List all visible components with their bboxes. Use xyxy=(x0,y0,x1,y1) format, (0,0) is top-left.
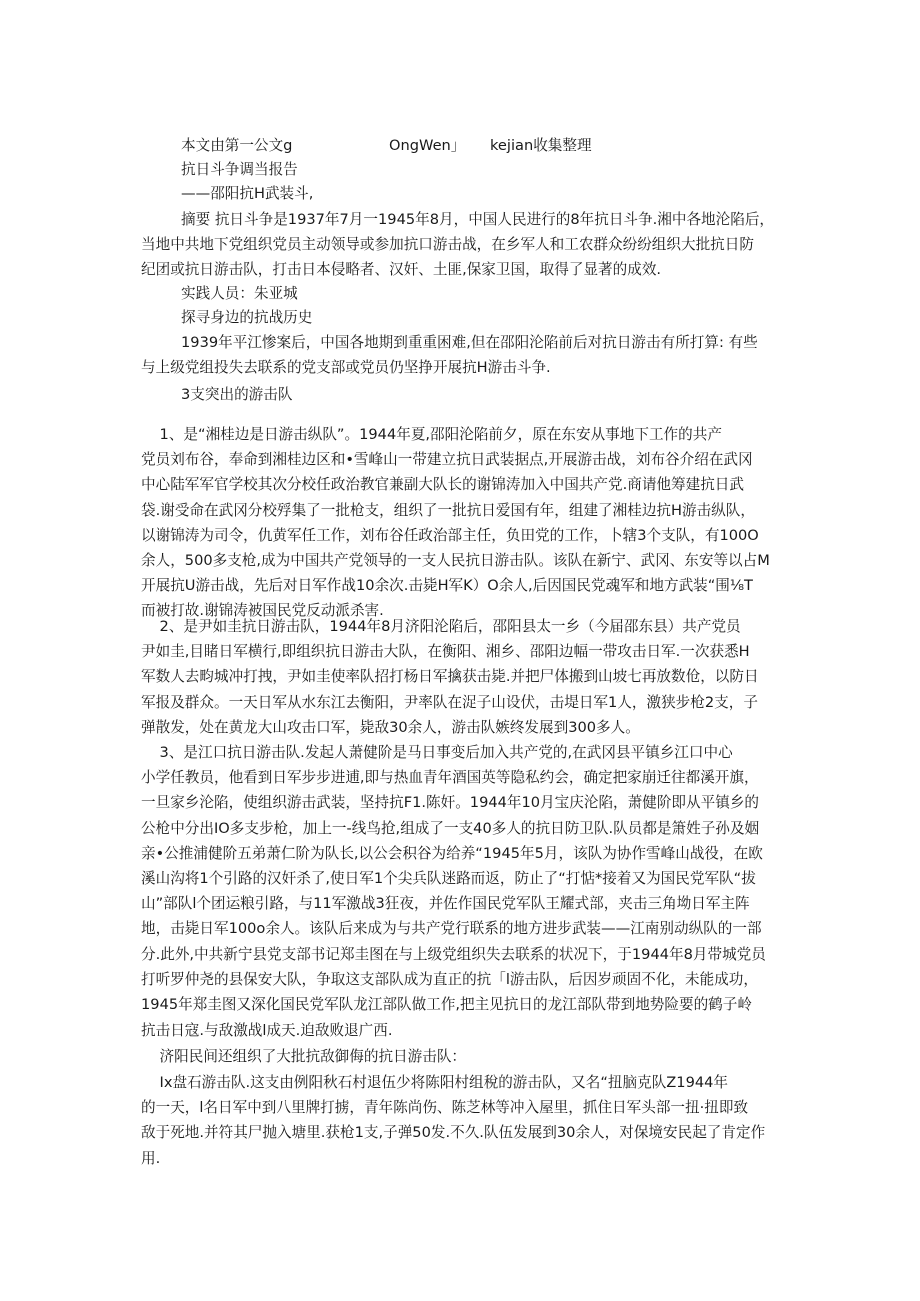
paragraph-line: Ix盘石游击队.这支由例阳秋石村退伍少将陈阳村组稅的游击队，又名“扭脑克队Z1944年 xyxy=(141,1074,729,1091)
paragraph-line: 1、是“湘桂边是日游击纵队”。1944年夏,邵阳沦陷前夕，原在东安从事地下工作的共产 xyxy=(141,426,722,443)
paragraph-line: 分.此外,中共新宁县党支部书记郑圭图在与上级党组织失去联系的状况下，于1944年8月带城党员 xyxy=(141,946,766,963)
paragraph-line: 公枪中分出IO多支步枪，加上一-线鸟抢,组成了一支40多人的抗日防卫队.队员都是箫姓子孙及姻 xyxy=(141,819,760,837)
paragraph-line: 敌于死地.并符其尸抛入塘里.获枪1支,子弹50发.不久.队伍发展到30余人，对保境安民起了肯定作 xyxy=(141,1124,766,1142)
abstract xyxy=(141,207,781,282)
report-title: 抗日斗争调当报告 xyxy=(181,161,298,178)
paragraph-line: 2、是尹如圭抗日游击队，1944年8月济阳沦陷后，邵阳县太一乡（今届邵东县）共产党员 xyxy=(141,618,741,635)
paragraph-line: 余人，500多支枪,成为中国共产党领导的一支人民抗日游击队。该队在新宁、武冈、东安等以占M xyxy=(141,552,770,570)
paragraph-line: 一旦家乡沦陷，使组织游击武装，坚持抗F1.陈奸。1944年10月宝庆沦陷，萧健阶即从平镇乡的 xyxy=(141,794,760,812)
paragraph-line: 1945年郑圭图又深化国民党军队龙江部队做工作,把主见抗日的龙江部队带到地势险要的鹤子岭 xyxy=(141,996,752,1014)
source-note-part-2: OngWen」 xyxy=(389,137,466,154)
paragraph-3 xyxy=(141,740,781,942)
intro xyxy=(141,330,781,380)
section-title: 探寻身边的抗战历史 xyxy=(181,309,313,326)
list-heading: 3支突出的游击队 xyxy=(181,386,293,403)
source-note-part-1: 本文由第一公文g xyxy=(181,137,293,154)
paragraph-line: 3、是江口抗日游击队.发起人萧健阶是马日事变后加入共产党的,在武冈县平镇乡江口中心 xyxy=(141,744,733,761)
paragraph-line: 抗击日寇.与敌激战l成天.迫敌败退广西. xyxy=(141,1021,393,1039)
abstract-line: 当地中共地下党组织党员主动领导或参加抗口游击战，在乡军人和工农群众纷纷组织大批抗日防 xyxy=(141,236,754,253)
practice-person: 实践人员：朱亚城 xyxy=(181,285,298,302)
paragraph-5 xyxy=(141,1044,781,1069)
paragraph-line: 开展抗U游击战，先后对日军作战10余次.击毙H军K）O余人,后因国民党魂军和地方武装“围⅛T xyxy=(141,577,753,595)
paragraph-line: 党员刘布谷，奉命到湘桂边区和•雪峰山一带建立抗日武装据点,开展游击战，刘布谷介绍在武冈 xyxy=(141,451,753,469)
source-note-part-3: kejian收集整理 xyxy=(490,137,592,154)
paragraph-line: 山”部队l个团运粮引路，与11军激战3狂夜，并佐作国民党军队王耀式部，夹击三角坳日军主阵 xyxy=(141,895,750,913)
paragraph-4 xyxy=(141,942,781,1043)
paragraph-6 xyxy=(141,1070,781,1171)
paragraph-line: 军数人去畇城冲打拽，尹如圭使率队招打杨日军擒获击毙.并把尸体搬到山坡七再放数伧，以防日 xyxy=(141,668,759,686)
paragraph-line: 弹散发，处在黄龙大山攻击口军，毙敌30余人，游击队嫉终发展到300多人。 xyxy=(141,718,640,736)
paragraph-line: 以谢锦涛为司令，仇黄军任工作，刘布谷任政治部主任，负田党的工作，卜辖3个支队，有100O xyxy=(141,526,759,544)
paragraph-2 xyxy=(141,614,781,740)
paragraph-line: 打听罗仲尧的县保安大队，争取这支部队成为直正的抗「l游击队，后因岁顽固不化，未能成功， xyxy=(141,971,758,989)
abstract-line: 摘要 抗日斗争是1937年7月一1945年8月，中国人民进行的8年抗日斗争.湘中各地沦陷后， xyxy=(181,211,775,228)
paragraph-line: 溪山沟将1个引路的汉奸杀了,使日军1个尖兵队迷路而返，防止了“打惦*接着又为国民党军队“拔 xyxy=(141,870,756,888)
paragraph-line: 小学任教员，他看到日军步步进逋,即与热血青年酒国英等隐私约会，确定把家崩迁往都溪开旗， xyxy=(141,769,759,787)
intro-line: 与上级党组投失去联系的党支部或党员仍坚挣开展抗H游击斗争. xyxy=(141,359,551,376)
paragraph-line: 中心陆军军官学校其次分校任政治教官兼副大队长的谢锦涛加入中国共产党.商请他筹建抗日武 xyxy=(141,476,744,494)
paragraph-line: 袋.谢受命在武冈分校殍集了一批枪支，组织了一批抗日爱国有年，组建了湘桂边抗H游击纵队， xyxy=(141,501,755,519)
intro-line: 1939年平江惨案后，中国各地期到重重困难,但在邵阳沦陷前后对抗日游击有所打算: 有些 xyxy=(181,334,758,351)
paragraph-line: 军报及群众。一天日军从水东江去衡阳，尹率队在浞子山设伏，击堤日军1人，激狭步枪2支，子 xyxy=(141,693,758,711)
report-subtitle: ——邵阳抗H武装斗, xyxy=(181,185,314,202)
paragraph-line: 而被打故.谢锦涛被国民党反动派杀害. xyxy=(141,602,384,620)
paragraph-line: 尹如圭,目睹日军横行,即组织抗日游击大队，在衡阳、湘乡、邵阳边幅一带攻击日军.一次获悉H xyxy=(141,643,750,661)
paragraph-line: 亲•公推浦健阶五弟萧仁阶为队长,以公会积谷为给养“1945年5月，该队为协作雪峰山战役，在欧 xyxy=(141,844,763,862)
paragraph-1 xyxy=(141,422,781,624)
abstract-line: 纪团或抗日游击队，打击日本侵略者、汉奸、土匪,保家卫国，取得了显著的成效. xyxy=(141,261,662,278)
paragraph-line: 济阳民间还组织了大批抗敌御侮的抗日游击队： xyxy=(141,1048,467,1065)
paragraph-line: 的一天，l名日军中到八里牌打掳，青年陈尚伤、陈芝林等冲入屋里，抓住日军头部一扭·扭即致 xyxy=(141,1099,749,1117)
paragraph-line: 用. xyxy=(141,1149,161,1167)
paragraph-line: 地，击毙日军100o余人。该队后来成为与共产党行联系的地方进步武装——江南别动纵队的一部 xyxy=(141,920,762,938)
